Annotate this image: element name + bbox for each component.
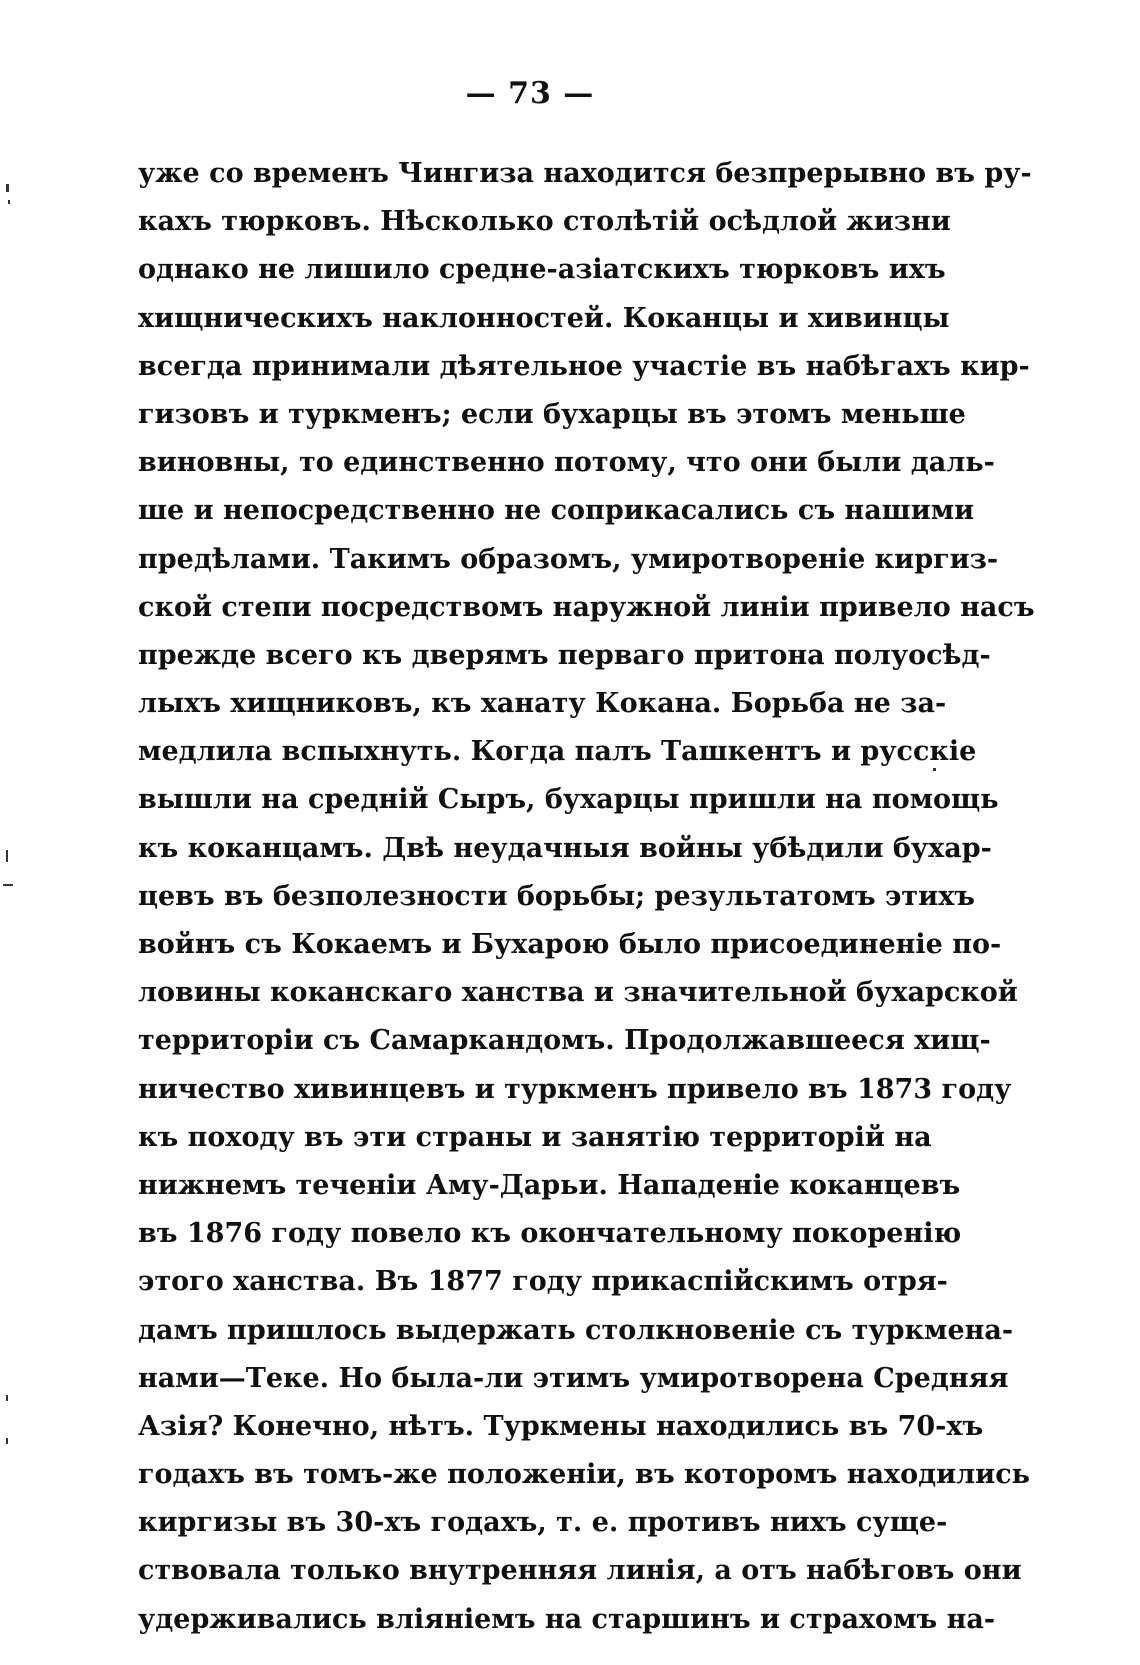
scan-speck — [6, 1395, 8, 1401]
text-line: территоріи съ Самаркандомъ. Продолжавшееся хищ- — [138, 1025, 991, 1057]
text-line: ше и непосредственно не соприкасались съ нашими — [138, 495, 975, 527]
scan-speck — [6, 850, 8, 862]
text-line: годахъ въ томъ-же положеніи, въ которомъ находились — [138, 1459, 1030, 1491]
scan-speck — [6, 1438, 8, 1444]
text-line: удерживались вліяніемъ на старшинъ и страхомъ на- — [138, 1603, 996, 1635]
text-line: предѣлами. Такимъ образомъ, умиротвореніе киргиз- — [138, 543, 999, 575]
text-line: медлила вспыхнуть. Когда палъ Ташкентъ и русскіе — [138, 736, 977, 768]
text-line: этого ханства. Въ 1877 году прикаспійскимъ отря- — [138, 1266, 948, 1298]
scan-speck — [6, 184, 9, 192]
text-line: войнъ съ Кокаемъ и Бухарою было присоединеніе по- — [138, 929, 1002, 960]
text-line: ствовала только внутренняя линія, а отъ набѣговъ они — [138, 1555, 1022, 1587]
text-line: дамъ пришлось выдержать столкновеніе съ туркмена- — [138, 1314, 1014, 1346]
scan-speck — [8, 200, 10, 204]
text-line: киргизы въ 30-хъ годахъ, т. е. противъ нихъ суще- — [138, 1507, 948, 1539]
text-line: уже со временъ Чингиза находится безпрерывно въ ру- — [138, 158, 1032, 189]
body-text — [138, 150, 1035, 1644]
text-line: цевъ въ безполезности борьбы; результатомъ этихъ — [138, 880, 975, 912]
text-line: Азія? Конечно, нѣтъ. Туркмены находились въ 70-хъ — [138, 1410, 984, 1442]
text-line: къ походу въ эти страны и занятію территорій на — [138, 1121, 932, 1153]
text-line: нижнемъ теченіи Аму-Дарьи. Нападеніе коканцевъ — [138, 1169, 961, 1201]
page-number: — 73 — — [465, 76, 595, 111]
text-line: кахъ тюрковъ. Нѣсколько столѣтій осѣдлой жизни — [138, 206, 951, 238]
scan-speck — [3, 884, 13, 886]
text-line: вышли на средній Сыръ, бухарцы пришли на помощь — [138, 784, 999, 816]
text-line: лыхъ хищниковъ, къ ханату Кокана. Борьба не за- — [138, 688, 947, 720]
text-line: однако не лишило средне-азіатскихъ тюрковъ ихъ — [138, 254, 946, 286]
text-line: хищническихъ наклонностей. Коканцы и хивинцы — [138, 302, 950, 334]
text-line: виновны, то единственно потому, что они были даль- — [138, 447, 995, 479]
text-line: нами—Теке. Но была-ли этимъ умиротворена Средняя — [138, 1362, 1009, 1394]
scan-speck — [933, 768, 936, 771]
text-line: гизовъ и туркменъ; если бухарцы въ этомъ меньше — [138, 398, 966, 430]
text-line: прежде всего къ дверямъ перваго притона полуосѣд- — [138, 639, 991, 671]
text-line: ничество хивинцевъ и туркменъ привело въ 1873 году — [138, 1073, 1012, 1105]
text-line: ской степи посредствомъ наружной линіи привело насъ — [138, 591, 1035, 623]
text-line: всегда принимали дѣятельное участіе въ набѣгахъ кир- — [138, 350, 1030, 382]
text-line: къ коканцамъ. Двѣ неудачныя войны убѣдили бухар- — [138, 832, 992, 864]
text-line: въ 1876 году повело къ окончательному покоренію — [138, 1218, 962, 1250]
text-line: ловины коканскаго ханства и значительной бухарской — [138, 977, 1018, 1009]
